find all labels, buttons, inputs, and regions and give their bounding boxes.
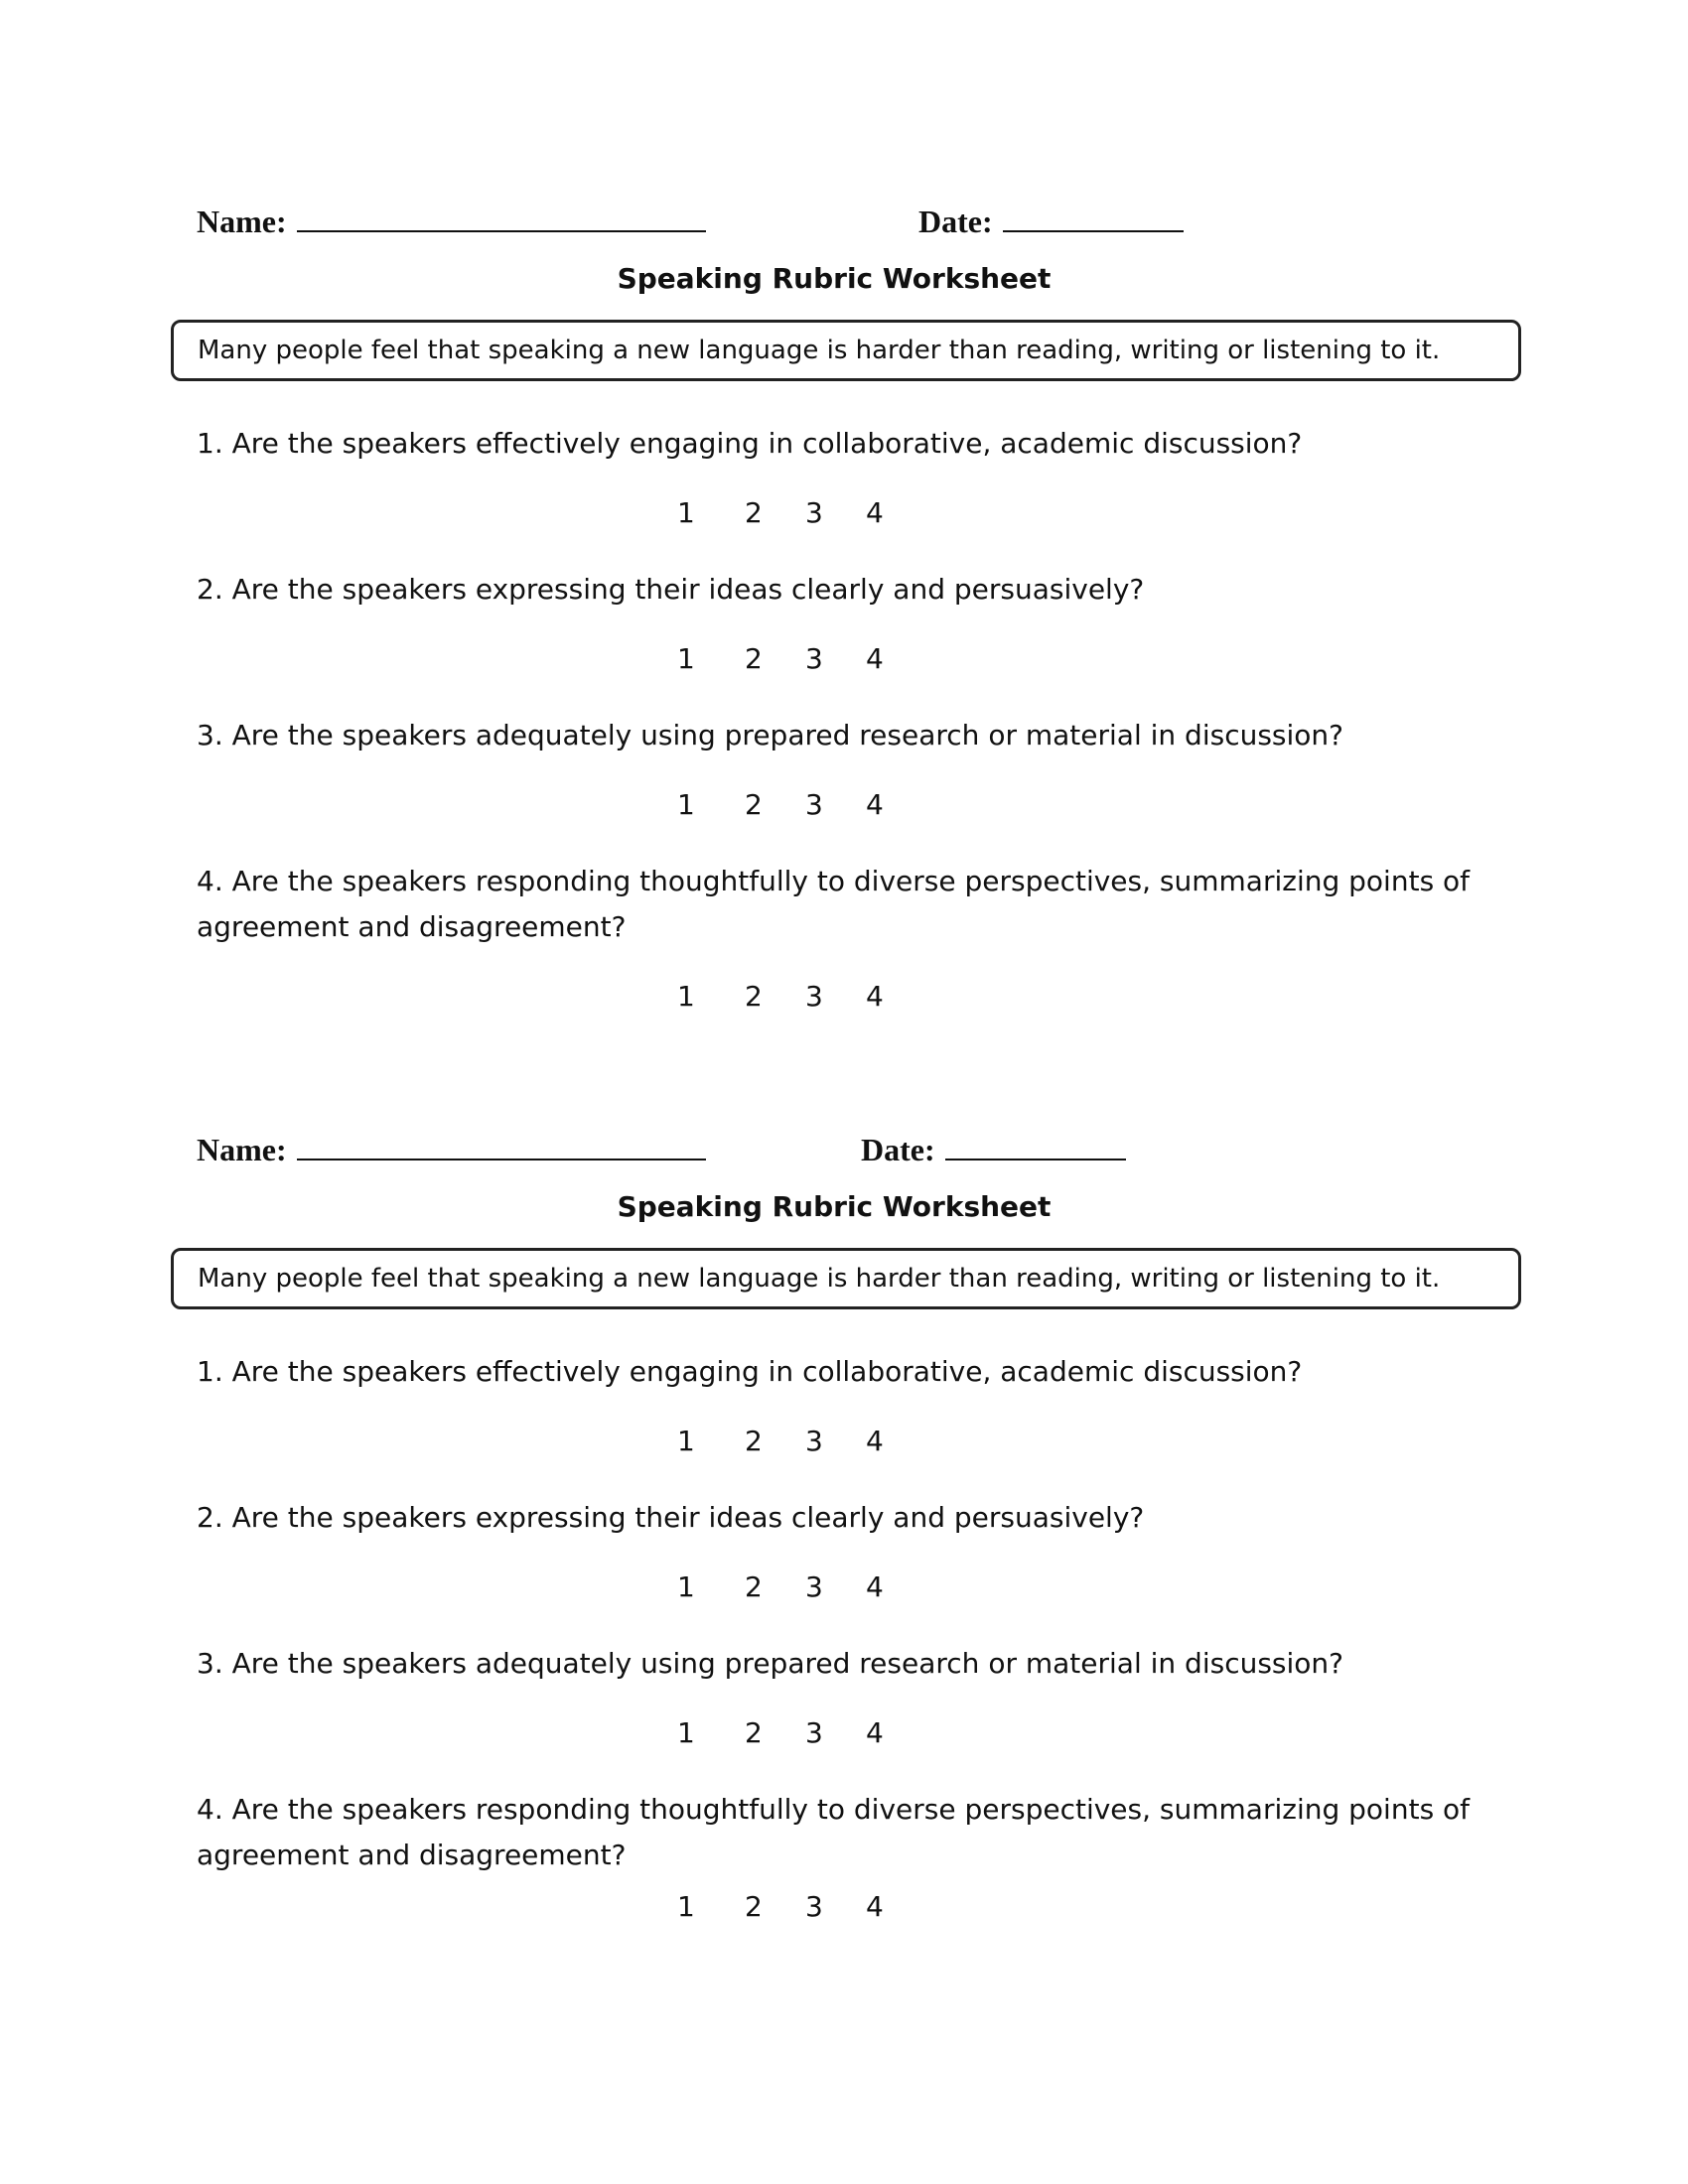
rating-option[interactable]: 2 <box>745 496 763 529</box>
rating-option[interactable]: 3 <box>805 980 823 1013</box>
rating-option[interactable]: 4 <box>866 1570 884 1603</box>
question-1: 1. Are the speakers effectively engaging in collaborative, academic discussion? <box>197 1355 1303 1388</box>
name-field <box>197 197 706 240</box>
rating-scale-2 <box>667 642 906 682</box>
rating-option[interactable]: 1 <box>677 496 695 529</box>
rating-option[interactable]: 4 <box>866 1716 884 1749</box>
question-4: 4. Are the speakers responding thoughtfully to diverse perspectives, summarizing points of agreement and disagreement? <box>197 865 1471 943</box>
rating-option[interactable]: 2 <box>745 642 763 675</box>
name-label: Name: <box>197 204 287 239</box>
rating-option[interactable]: 1 <box>677 788 695 821</box>
rating-option[interactable]: 3 <box>805 1716 823 1749</box>
rating-option[interactable]: 2 <box>745 788 763 821</box>
rating-option[interactable]: 3 <box>805 1570 823 1603</box>
rating-option[interactable]: 1 <box>677 1570 695 1603</box>
worksheet-title: Speaking Rubric Worksheet <box>617 262 1052 295</box>
date-field <box>861 1125 1126 1168</box>
rating-scale-4 <box>667 1890 906 1930</box>
rating-option[interactable]: 4 <box>866 1425 884 1457</box>
name-blank-line[interactable] <box>297 1125 706 1160</box>
worksheet-title: Speaking Rubric Worksheet <box>617 1190 1052 1223</box>
rating-option[interactable]: 3 <box>805 788 823 821</box>
date-blank-line[interactable] <box>945 1125 1126 1160</box>
date-field <box>918 197 1184 240</box>
rating-option[interactable]: 3 <box>805 1425 823 1457</box>
rating-option[interactable]: 4 <box>866 788 884 821</box>
question-3: 3. Are the speakers adequately using prepared research or material in discussion? <box>197 719 1344 751</box>
rating-scale-3 <box>667 1716 906 1756</box>
rating-option[interactable]: 4 <box>866 496 884 529</box>
rating-option[interactable]: 2 <box>745 980 763 1013</box>
rating-scale-4 <box>667 980 906 1020</box>
rating-scale-1 <box>667 496 906 536</box>
question-4: 4. Are the speakers responding thoughtfully to diverse perspectives, summarizing points of agreement and disagreement? <box>197 1793 1471 1871</box>
date-label: Date: <box>861 1132 935 1167</box>
question-2: 2. Are the speakers expressing their ideas clearly and persuasively? <box>197 1501 1145 1534</box>
rating-option[interactable]: 3 <box>805 1890 823 1923</box>
name-label: Name: <box>197 1132 287 1167</box>
rating-option[interactable]: 2 <box>745 1570 763 1603</box>
rating-option[interactable]: 4 <box>866 980 884 1013</box>
rating-option[interactable]: 1 <box>677 1425 695 1457</box>
rating-option[interactable]: 1 <box>677 980 695 1013</box>
rating-option[interactable]: 2 <box>745 1425 763 1457</box>
question-2: 2. Are the speakers expressing their ideas clearly and persuasively? <box>197 573 1145 606</box>
header-row <box>0 1125 1688 1184</box>
rating-option[interactable]: 2 <box>745 1890 763 1923</box>
intro-text: Many people feel that speaking a new language is harder than reading, writing or listening to it. <box>198 1264 1441 1294</box>
rating-option[interactable]: 3 <box>805 642 823 675</box>
question-3: 3. Are the speakers adequately using prepared research or material in discussion? <box>197 1647 1344 1680</box>
rating-scale-3 <box>667 788 906 828</box>
rating-scale-2 <box>667 1570 906 1610</box>
rating-option[interactable]: 2 <box>745 1716 763 1749</box>
intro-box <box>171 320 1521 381</box>
rating-option[interactable]: 1 <box>677 1890 695 1923</box>
intro-text: Many people feel that speaking a new language is harder than reading, writing or listening to it. <box>198 336 1441 365</box>
rating-option[interactable]: 4 <box>866 642 884 675</box>
name-field <box>197 1125 706 1168</box>
header-row <box>0 197 1688 256</box>
date-blank-line[interactable] <box>1003 197 1184 232</box>
date-label: Date: <box>918 204 993 239</box>
rating-option[interactable]: 4 <box>866 1890 884 1923</box>
rating-scale-1 <box>667 1425 906 1464</box>
rating-option[interactable]: 1 <box>677 642 695 675</box>
intro-box <box>171 1248 1521 1309</box>
name-blank-line[interactable] <box>297 197 706 232</box>
rating-option[interactable]: 1 <box>677 1716 695 1749</box>
rating-option[interactable]: 3 <box>805 496 823 529</box>
question-1: 1. Are the speakers effectively engaging in collaborative, academic discussion? <box>197 427 1303 460</box>
